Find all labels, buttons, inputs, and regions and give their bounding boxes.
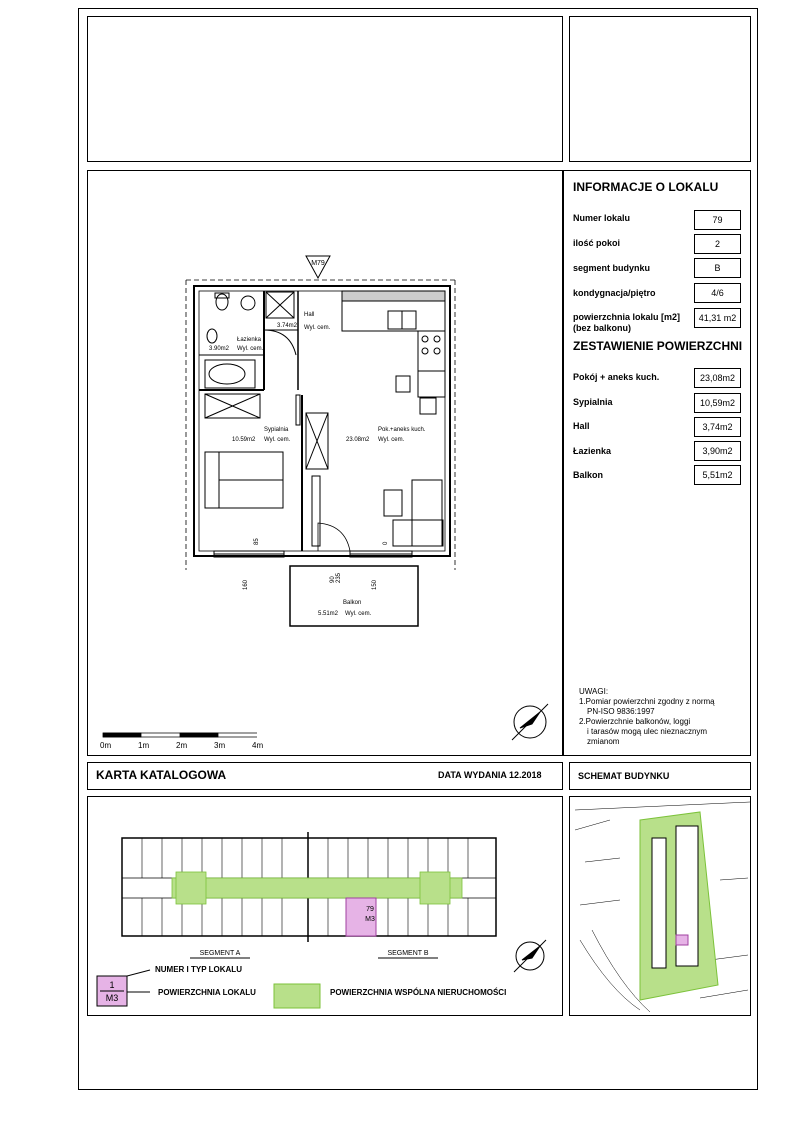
site-schema (570, 797, 750, 1015)
areas-title: ZESTAWIENIE POWIERZCHNI (573, 339, 743, 353)
room-bath-finish: Wyl. cem. (237, 346, 264, 352)
room-living-name: Pok.+aneks kuch. (378, 427, 426, 433)
header-left-box (87, 16, 563, 162)
room-bed-finish: Wyl. cem. (264, 437, 291, 443)
info-value-number: 79 (694, 210, 741, 230)
unit-79-type: M3 (365, 916, 375, 923)
site-building-b (652, 838, 666, 968)
notes-line-3: 2.Powierzchnie balkonów, loggi (579, 717, 691, 726)
legend-common-swatch (274, 984, 320, 1008)
notes-line-2: PN-ISO 9836:1997 (587, 707, 655, 716)
area-value-balcony: 5,51m2 (694, 465, 741, 485)
room-living-area: 23.08m2 (346, 437, 370, 443)
dim-1: 160 (243, 579, 249, 590)
dim-6: 0 (383, 541, 389, 545)
segment-b-label: SEGMENT B (387, 950, 429, 957)
info-title: INFORMACJE O LOKALU (573, 180, 719, 194)
info-label-segment: segment budynku (573, 263, 651, 273)
area-value-hall: 3,74m2 (694, 417, 741, 437)
card-title: KARTA KATALOGOWA (96, 768, 227, 782)
scale-label-0: 0m (100, 741, 112, 750)
info-value-area: 41,31 m2 (694, 308, 741, 328)
scale-label-4: 4m (252, 741, 264, 750)
notes-title: UWAGI: (579, 687, 609, 696)
building-plan (88, 797, 562, 1015)
info-label-number: Numer lokalu (573, 213, 631, 223)
notes-line-5: zmianom (587, 737, 620, 746)
legend-sample-num: 1 (109, 980, 115, 990)
schema-title: SCHEMAT BUDYNKU (578, 771, 670, 781)
info-label-area: powierzchnia lokalu [m2] (573, 312, 681, 322)
notes-line-4: i tarasów mogą ulec nieznacznym (587, 727, 708, 736)
room-bed-area: 10.59m2 (232, 437, 256, 443)
room-balcony-name: Balkon (343, 600, 362, 606)
issue-date: DATA WYDANIA 12.2018 (438, 770, 542, 780)
area-value-bathroom: 3,90m2 (694, 441, 741, 461)
floor-plan (88, 171, 562, 755)
unit-tag-label: M79 (311, 260, 325, 267)
info-label-area-2: (bez balkonu) (573, 323, 631, 333)
room-bath-area: 3.90m2 (209, 346, 230, 352)
room-living-finish: Wyl. cem. (378, 437, 405, 443)
area-value-living: 23,08m2 (694, 368, 741, 388)
scale-label-3: 3m (214, 741, 226, 750)
north-arrow-small-icon (514, 940, 546, 972)
notes-line-1: 1.Pomiar powierzchni zgodny z normą (579, 697, 715, 706)
info-value-segment: B (694, 258, 741, 278)
info-label-rooms: ilość pokoi (573, 238, 621, 248)
info-label-floor: kondygnacja/piętro (573, 288, 656, 298)
area-value-bedroom: 10,59m2 (694, 393, 741, 413)
legend-common-area: POWIERZCHNIA WSPÓLNA NIERUCHOMOŚCI (330, 988, 507, 997)
area-label-bedroom: Sypialnia (573, 397, 613, 407)
legend-unit-area: POWIERZCHNIA LOKALU (158, 988, 256, 997)
area-label-living: Pokój + aneks kuch. (573, 372, 660, 382)
area-label-bathroom: Łazienka (573, 446, 612, 456)
common-area-fill (172, 872, 462, 904)
room-balcony-area: 5.51m2 (318, 611, 339, 617)
scale-bar (103, 733, 257, 737)
area-label-hall: Hall (573, 421, 590, 431)
unit-79-num: 79 (366, 906, 374, 913)
info-value-floor: 4/6 (694, 283, 741, 303)
room-bed-name: Sypialnia (264, 427, 289, 433)
room-hall-area: 3.74m2 (277, 323, 298, 329)
scale-label-1: 1m (138, 741, 150, 750)
info-value-rooms: 2 (694, 234, 741, 254)
dim-5: 235 (336, 572, 342, 583)
dim-4: 90 (330, 576, 336, 583)
legend-header: NUMER I TYP LOKALU (155, 965, 242, 974)
segment-a-label: SEGMENT A (199, 950, 241, 957)
scale-label-2: 2m (176, 741, 188, 750)
legend-sample-type: M3 (105, 993, 119, 1003)
north-arrow-icon (512, 704, 548, 740)
header-right-box (569, 16, 751, 162)
area-label-balcony: Balkon (573, 470, 604, 480)
site-unit-marker (676, 935, 688, 945)
dim-3: 150 (372, 579, 378, 590)
room-hall-name: Hall (304, 312, 315, 318)
dim-2: 85 (254, 538, 260, 545)
room-bath-name: Łazienka (237, 337, 262, 343)
room-hall-finish: Wyl. cem. (304, 325, 331, 331)
room-balcony-finish: Wyl. cem. (345, 611, 372, 617)
